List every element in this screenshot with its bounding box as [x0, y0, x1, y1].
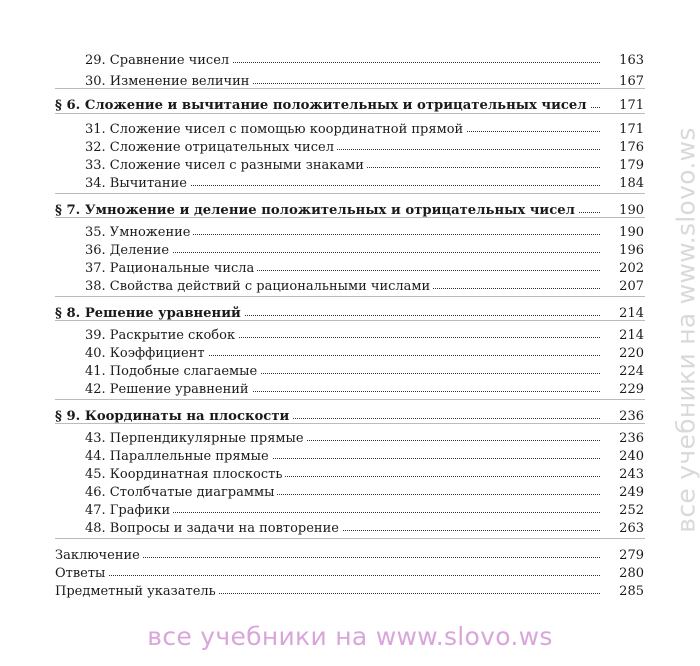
toc-page-number: 249 [601, 484, 644, 502]
toc-page-number: 224 [601, 363, 644, 381]
toc-page-number: 243 [601, 466, 644, 484]
toc-page-number: 190 [601, 202, 644, 220]
toc-title: 31. Сложение чисел с помощью координатной прямой [85, 121, 466, 139]
toc-item [0, 448, 700, 466]
toc-backmatter [0, 583, 700, 601]
toc-item [0, 242, 700, 260]
toc-item [0, 139, 700, 157]
toc-item [0, 260, 700, 278]
toc-title: Предметный указатель [55, 583, 219, 601]
watermark-side-text: все учебники на www.slovo.ws [671, 127, 700, 533]
toc-page-number: 236 [601, 430, 644, 448]
toc-page-number: 236 [601, 408, 644, 426]
toc-title: 43. Перпендикулярные прямые [85, 430, 307, 448]
toc-backmatter [0, 565, 700, 583]
toc-title: 34. Вычитание [85, 175, 190, 193]
toc-title: § 6. Сложение и вычитание положительных и отрицательных чисел [55, 97, 590, 115]
toc-page-number: 229 [601, 381, 644, 399]
toc-item [0, 121, 700, 139]
toc-item [0, 224, 700, 242]
toc-page-number: 285 [601, 583, 644, 601]
toc-title: § 7. Умножение и деление положительных и отрицательных чисел [55, 202, 578, 220]
toc-page-number: 280 [601, 565, 644, 583]
section-divider [55, 217, 645, 218]
toc-title: 41. Подобные слагаемые [85, 363, 260, 381]
toc-page-number: 190 [601, 224, 644, 242]
toc-page-number: 196 [601, 242, 644, 260]
toc-title: 35. Умножение [85, 224, 193, 242]
watermark-bottom: все учебники на www.slovo.ws [147, 622, 553, 651]
toc-item [0, 278, 700, 296]
toc-item [0, 502, 700, 520]
section-divider [55, 193, 645, 194]
toc-item [0, 363, 700, 381]
toc-item [0, 157, 700, 175]
toc-item [0, 327, 700, 345]
toc-item [0, 430, 700, 448]
toc-page-number: 220 [601, 345, 644, 363]
toc-item [0, 175, 700, 193]
toc-page-number: 240 [601, 448, 644, 466]
toc-item [0, 520, 700, 538]
toc-item [0, 466, 700, 484]
section-divider [55, 88, 645, 89]
toc-title: Ответы [55, 565, 108, 583]
toc-item [0, 484, 700, 502]
toc-page-number: 214 [601, 327, 644, 345]
section-divider [55, 113, 645, 114]
section-divider [55, 399, 645, 400]
toc-page-number: 263 [601, 520, 644, 538]
toc-page-number: 184 [601, 175, 644, 193]
toc-title: 45. Координатная плоскость [85, 466, 285, 484]
toc-title: § 8. Решение уравнений [55, 305, 244, 323]
section-divider [55, 538, 645, 539]
section-divider [55, 320, 645, 321]
toc-title: 42. Решение уравнений [85, 381, 252, 399]
toc-item [0, 381, 700, 399]
toc-title: 30. Изменение величин [85, 73, 252, 91]
toc-title: 47. Графики [85, 502, 173, 520]
toc-title: 44. Параллельные прямые [85, 448, 272, 466]
toc-title: 38. Свойства действий с рациональными числами [85, 278, 433, 296]
toc-page-number: 279 [601, 547, 644, 565]
toc-title: 40. Коэффициент [85, 345, 208, 363]
toc-title: 29. Сравнение чисел [85, 52, 232, 70]
toc-title: Заключение [55, 547, 143, 565]
toc-page-number: 171 [601, 97, 644, 115]
toc-title: 32. Сложение отрицательных чисел [85, 139, 337, 157]
toc-page-number: 176 [601, 139, 644, 157]
toc-page-number: 167 [601, 73, 644, 91]
toc-item [0, 345, 700, 363]
toc-item [0, 52, 700, 70]
leader-dots [55, 575, 604, 576]
section-divider [55, 423, 645, 424]
toc-title: 46. Столбчатые диаграммы [85, 484, 277, 502]
toc-page-number: 252 [601, 502, 644, 520]
toc-backmatter [0, 547, 700, 565]
toc-title: 37. Рациональные числа [85, 260, 257, 278]
toc-page-number: 171 [601, 121, 644, 139]
toc-title: 39. Раскрытие скобок [85, 327, 238, 345]
toc-page-number: 214 [601, 305, 644, 323]
section-divider [55, 296, 645, 297]
toc-page-number: 163 [601, 52, 644, 70]
toc-title: § 9. Координаты на плоскости [55, 408, 292, 426]
toc-title: 48. Вопросы и задачи на повторение [85, 520, 342, 538]
toc-title: 36. Деление [85, 242, 172, 260]
toc-title: 33. Сложение чисел с разными знаками [85, 157, 367, 175]
toc-page-number: 179 [601, 157, 644, 175]
toc-page-number: 202 [601, 260, 644, 278]
toc-page-number: 207 [601, 278, 644, 296]
